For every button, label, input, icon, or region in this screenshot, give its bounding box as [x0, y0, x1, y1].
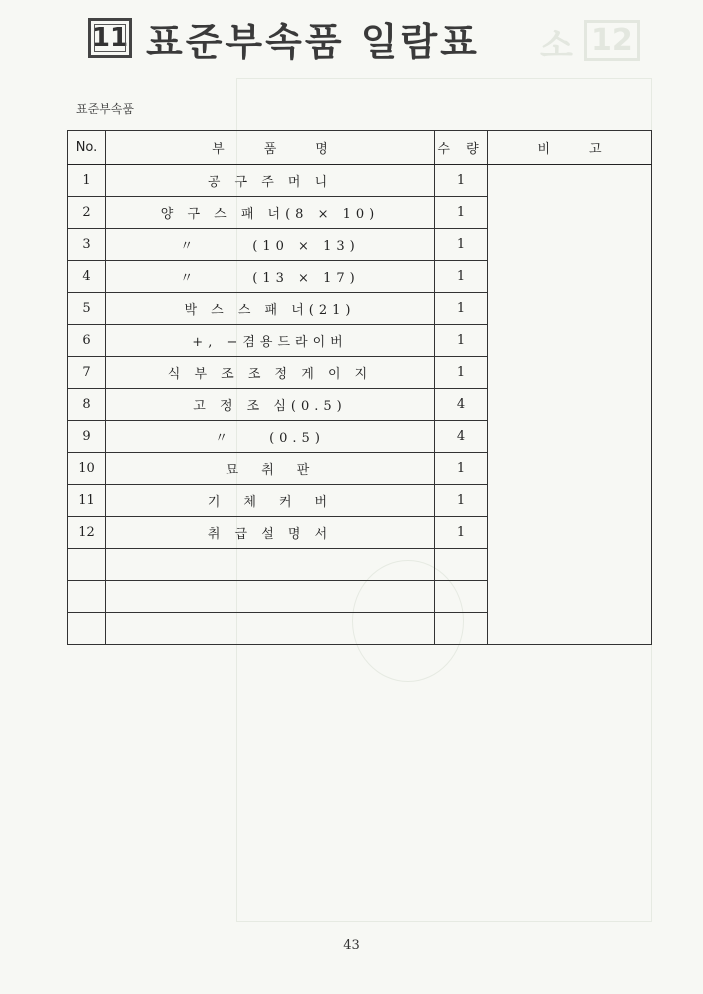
row-number: 8 [68, 389, 106, 421]
quantity [435, 549, 488, 581]
part-name: 기 체 커 버 [106, 485, 435, 517]
column-header-remarks: 비 고 [488, 131, 652, 165]
quantity: 1 [435, 453, 488, 485]
row-number [68, 549, 106, 581]
quantity: 1 [435, 485, 488, 517]
page-title: 표준부속품 일람표 [146, 19, 480, 64]
part-name: 공 구 주 머 니 [106, 165, 435, 197]
part-name: 〃 (13 × 17) [106, 261, 435, 293]
section-number-box: 11 [88, 18, 132, 58]
quantity: 1 [435, 261, 488, 293]
remarks-cell [488, 165, 652, 645]
quantity: 1 [435, 197, 488, 229]
row-number [68, 581, 106, 613]
quantity: 4 [435, 421, 488, 453]
part-name: 묘 취 판 [106, 453, 435, 485]
row-number [68, 613, 106, 645]
column-header-qty: 수 량 [435, 131, 488, 165]
bleed-through-header-fragment: 소 [540, 26, 573, 66]
quantity [435, 581, 488, 613]
row-number: 3 [68, 229, 106, 261]
quantity [435, 613, 488, 645]
table-header-row [68, 131, 652, 165]
row-number: 6 [68, 325, 106, 357]
table-row [68, 165, 652, 197]
table-caption: 표준부속품 [76, 102, 134, 116]
row-number: 10 [68, 453, 106, 485]
column-header-name: 부 품 명 [106, 131, 435, 165]
bleed-through-header-number: 12 [584, 20, 640, 61]
part-name: 〃 (0.5) [106, 421, 435, 453]
quantity: 1 [435, 357, 488, 389]
part-name: +, −겸용드라이버 [106, 325, 435, 357]
row-number: 1 [68, 165, 106, 197]
column-header-no: No. [68, 131, 106, 165]
quantity: 1 [435, 293, 488, 325]
part-name [106, 581, 435, 613]
row-number: 11 [68, 485, 106, 517]
row-number: 5 [68, 293, 106, 325]
part-name: 양 구 스 패 너(8 × 10) [106, 197, 435, 229]
part-name: 〃 (10 × 13) [106, 229, 435, 261]
part-name: 취 급 설 명 서 [106, 517, 435, 549]
quantity: 4 [435, 389, 488, 421]
accessories-table [67, 130, 652, 645]
quantity: 1 [435, 325, 488, 357]
part-name [106, 613, 435, 645]
row-number: 9 [68, 421, 106, 453]
quantity: 1 [435, 229, 488, 261]
row-number: 7 [68, 357, 106, 389]
page-header [88, 14, 480, 62]
part-name: 박 스 스 패 너(21) [106, 293, 435, 325]
table-body [68, 165, 652, 645]
row-number: 12 [68, 517, 106, 549]
part-name: 식 부 조 조 정 게 이 지 [106, 357, 435, 389]
part-name [106, 549, 435, 581]
quantity: 1 [435, 165, 488, 197]
page-number: 43 [343, 938, 360, 953]
row-number: 2 [68, 197, 106, 229]
row-number: 4 [68, 261, 106, 293]
quantity: 1 [435, 517, 488, 549]
part-name: 고 정 조 심(0.5) [106, 389, 435, 421]
